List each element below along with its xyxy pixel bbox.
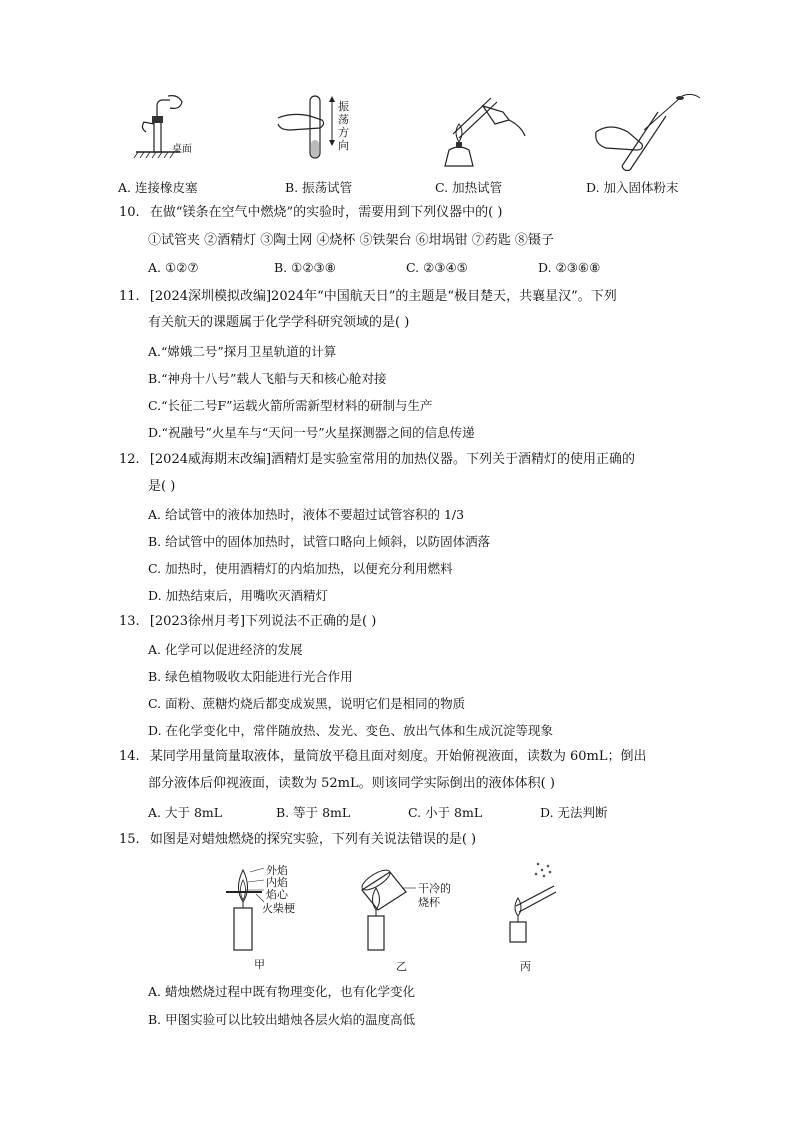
choice-b: B. 等于 8mL [276, 805, 351, 820]
question-number: 15. [119, 832, 140, 847]
figure-b-caption: B. 振荡试管 [285, 180, 353, 195]
question-number: 12. [119, 452, 140, 467]
candle-experiment-figure [220, 858, 580, 973]
question-stem-line2: 部分液体后仰视液面，读数为 52mL。则该同学实际倒出的液体体积( ) [148, 776, 555, 791]
q9-figure-row [110, 92, 710, 202]
question-stem: 如图是对蜡烛燃烧的探究实验，下列有关说法错误的是( ) [149, 832, 477, 847]
choice-b: B. ①②③⑧ [274, 260, 336, 275]
choice-a: A. 化学可以促进经济的发展 [148, 642, 303, 657]
instrument-list: ①试管夹 ②酒精灯 ③陶土网 ④烧杯 ⑤铁架台 ⑥坩埚钳 ⑦药匙 ⑧镊子 [148, 233, 554, 248]
question-stem-line1: [2024深圳模拟改编]2024年“中国航天日”的主题是“极目楚天，共襄星汉”。下列 [149, 289, 617, 304]
question-stem-line1: 某同学用量筒量取液体，量筒放平稳且面对刻度。开始俯视液面，读数为 60mL；倒出 [149, 749, 647, 764]
choice-a: A. ①②⑦ [148, 260, 199, 275]
question-15 [119, 831, 476, 849]
choice-a: A. 给试管中的液体加热时，液体不要超过试管容积的 1/3 [148, 507, 465, 522]
choice-b: B. 甲图实验可以比较出蜡烛各层火焰的温度高低 [148, 1012, 416, 1027]
choice-c: C. 加热时，使用酒精灯的内焰加热，以便充分利用燃料 [148, 561, 453, 576]
choice-b: B. 绿色植物吸收太阳能进行光合作用 [148, 669, 353, 684]
question-number: 14. [119, 749, 140, 764]
question-number: 10. [119, 205, 140, 220]
figure-c-heat-tube [425, 92, 575, 202]
question-number: 11. [119, 289, 140, 304]
choice-d: D. 在化学变化中，常伴随放热、发光、变色、放出气体和生成沉淀等现象 [148, 723, 554, 738]
choice-d: D. 加热结束后，用嘴吹灭酒精灯 [148, 588, 329, 603]
question-13 [119, 613, 376, 631]
figure-jia-label: 甲 [254, 958, 265, 971]
add-powder-illustration [580, 92, 730, 177]
question-stem-line2: 是( ) [148, 479, 176, 494]
question-stem: 在做“镁条在空气中燃烧”的实验时，需要用到下列仪器中的( ) [149, 205, 503, 220]
outer-flame-label: 外焰 [266, 864, 288, 877]
choice-a: A. 大于 8mL [148, 805, 223, 820]
table-label: 桌面 [172, 144, 192, 155]
choice-b: B. 给试管中的固体加热时，试管口略向上倾斜，以防固体洒落 [148, 534, 491, 549]
question-10 [119, 204, 502, 222]
beaker-label-line1: 干冷的 [418, 882, 451, 895]
question-12 [119, 451, 635, 469]
choice-d: D. 无法判断 [540, 805, 608, 820]
flame-core-label: 焰心 [266, 888, 288, 901]
matchstick-label: 火柴梗 [262, 902, 295, 915]
figure-d-add-powder [580, 92, 730, 202]
figure-yi-label: 乙 [396, 960, 407, 973]
question-14 [119, 748, 646, 766]
question-11 [119, 288, 617, 306]
choice-c: C.“长征二号F”运载火箭所需新型材料的研制与生产 [148, 398, 433, 413]
question-stem: [2023徐州月考]下列说法不正确的是( ) [149, 614, 377, 629]
figure-c-caption: C. 加热试管 [435, 180, 503, 195]
question-stem-line1: [2024威海期末改编]酒精灯是实验室常用的加热仪器。下列关于酒精灯的使用正确的 [149, 452, 636, 467]
question-stem-line2: 有关航天的课题属于化学学科研究领域的是( ) [148, 315, 410, 330]
figure-d-caption: D. 加入固体粉末 [586, 180, 679, 195]
choice-a: A. 蜡烛燃烧过程中既有物理变化，也有化学变化 [148, 984, 415, 999]
figure-b-shake-tube [270, 92, 420, 202]
figure-a-connect-stopper [110, 92, 260, 202]
choice-c: C. 面粉、蔗糖灼烧后都变成炭黑，说明它们是相同的物质 [148, 696, 466, 711]
choice-b: B.“神舟十八号”载人飞船与天和核心舱对接 [148, 371, 387, 386]
heat-tube-illustration [425, 92, 575, 177]
beaker-label-line2: 烧杯 [418, 896, 440, 909]
inner-flame-label: 内焰 [266, 876, 288, 889]
choice-d: D.“祝融号”火星车与“天问一号”火星探测器之间的信息传递 [148, 425, 475, 440]
choice-a: A.“嫦娥二号”探月卫星轨道的计算 [148, 344, 337, 359]
question-number: 13. [119, 614, 140, 629]
figure-a-caption: A. 连接橡皮塞 [118, 180, 198, 195]
choice-c: C. 小于 8mL [408, 805, 483, 820]
connect-stopper-illustration [110, 92, 260, 177]
choice-c: C. ②③④⑤ [406, 260, 468, 275]
choice-d: D. ②③⑥⑧ [538, 260, 601, 275]
shake-direction-label: 振荡方向 [338, 100, 349, 152]
figure-bing-label: 丙 [520, 960, 531, 973]
